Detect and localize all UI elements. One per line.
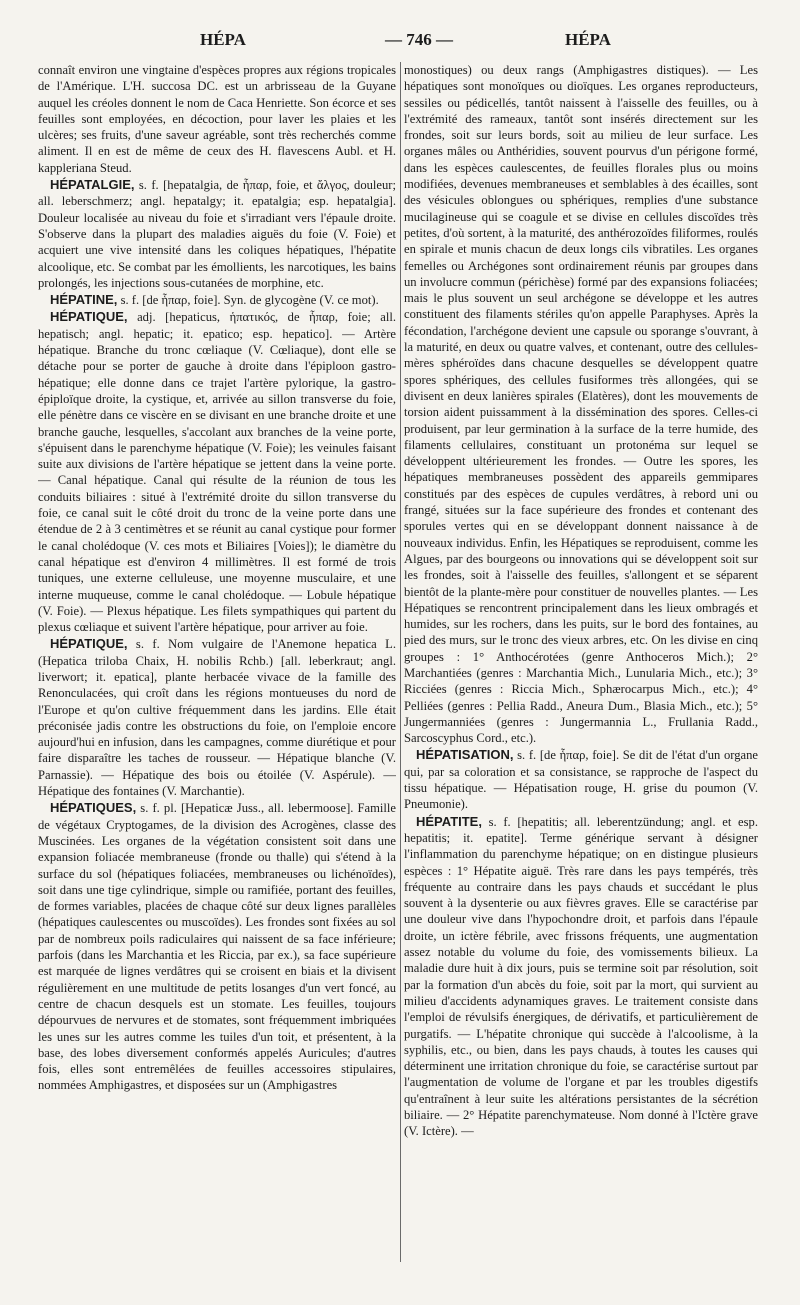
running-head-right: HÉPA (565, 30, 611, 49)
headword: HÉPATIQUES, (50, 800, 137, 816)
running-head-left: HÉPA (200, 30, 246, 49)
entry-hepatite: HÉPATITE, s. f. [hepatitis; all. leberentzündung; angl. et esp. hepatitis; it. epatite]. Terme générique servant à désigner l'inflammation du parenchyme hépatique; on en distingue plusieurs espèces : 1° Hépatite aiguë. Très rare dans les pays tempérés, très fréquente au contraire dans les pays chauds et succédant le plus souvent à la dysenterie ou aux fièvres graves. Elle se caractérise par une douleur vive dans l'hypochondre droit, et parfois dans l'épaule droite, un ictère fébrile, avec frissons fréquents, une augmentation assez notable du volume du foie, des vomissements bilieux. La maladie dure huit à dix jours, puis se termine soit par résolution, soit par la formation d'un abcès du foie, soit par la mort, qui survient au milieu d'accidents adynamiques graves. Le traitement consiste dans l'emploi de révulsifs énergiques, de dérivatifs, et particulièrement de purgatifs. — L'hépatite chronique qui succède à l'alcoolisme, à la syphilis, etc., ou bien, dans les pays chauds, à toutes les causes qui déterminent une irritation chronique du foie, se caractérise surtout par l'augmentation de volume de l'organe et par les troubles digestifs qu'entraînent à leur suite les altérations persistantes de la sécrétion biliaire. — 2° Hépatite parenchymateuse. Nom donné à l'Ictère grave (V. Ictère). — (404, 813, 758, 1139)
entry-hepatisation: HÉPATISATION, s. f. [de ἧπαρ, foie]. Se dit de l'état d'un organe qui, par sa coloration et sa consistance, se rapproche de l'aspect du tissu hépatique. — Hépatisation rouge, H. grise du poumon (V. Pneumonie). (404, 747, 758, 812)
headword: HÉPATIQUE, (50, 636, 128, 652)
headword: HÉPATITE, (416, 813, 482, 829)
column-divider (400, 62, 401, 1262)
entry-hepatiques: HÉPATIQUES, s. f. pl. [Hepaticæ Juss., all. lebermoose]. Famille de végétaux Cryptogames, de la division des Acrogènes, classe des Muscinées. Les organes de la végétation consistent soit dans une expansion foliacée membraneuse (fronde ou thalle) qui s'étend à la surface du sol (hépatiques foliacées, membraneuses ou lichénoïdes), soit dans une tige cylindrique, simple ou ramifiée, portant des feuilles, de formes variables, placées de chaque côté sur deux lignes parallèles (hépatiques caulescentes ou muscoïdes). Les frondes sont fixées au sol par de nombreux poils radiculaires qui naissent de sa face inférieure; parfois (dans les Marchantia et les Riccia, par ex.), sa face supérieure est marquée de lignes verdâtres qui se croisent en biais et la divisent régulièrement en une multitude de petits losanges d'un vert foncé, au centre de chacun desquels est un stomate. Les feuilles, toujours dépourvues de nervures et de stomates, sont fréquemment imbriquées les unes sur les autres comme les tuiles d'un toit, et présentent, à la base, des lobes diversement conformés appelés Auricules; d'autres fois, elles sont entremêlées de feuilles accessoires stipulaires, nommées Amphigastres, et disposées sur un (Amphigastres (38, 800, 396, 1093)
entry-hepatique-sf: HÉPATIQUE, s. f. Nom vulgaire de l'Anemone hepatica L. (Hepatica triloba Chaix, H. nobilis Rchb.) [all. leberkraut; angl. liverwort; it. epatica], plante herbacée vivace de la famille des Renonculacées, qui croît dans les régions montueuses du nord de l'Europe et qu'on cultive fréquemment dans les jardins. Elle était préconisée jadis contre les obstructions du foie, on l'emploie encore aujourd'hui en infusion, dans les campagnes, comme diurétique et pour faire disparaître les taches de rousseur. — Hépatique blanche (V. Parnassie). — Hépatique des bois ou étoilée (V. Aspérule). — Hépatique des fontaines (V. Marchantie). (38, 636, 396, 799)
entry-hepatique-adj: HÉPATIQUE, adj. [hepaticus, ἡπατικός, de ἧπαρ, foie; all. hepatisch; angl. hepatic; it. epatico; esp. hepatico]. — Artère hépatique. Branche du tronc cœliaque (V. Cœliaque), dont elle se détache pour se porter de gauche à droite dans l'épiploon gastro-hépatique; elle donne dans ce trajet l'artère pylorique, la gastro-épiploïque droite, la cystique, et, arrivée au sillon transverse du foie, elle pénètre dans ce viscère en se divisant en une branche droite et une branche gauche, lesquelles, s'accolant aux branches de la veine porte, s'épuisent dans le parenchyme hépatique (V. Foie); les veinules faisant suite aux divisions de l'artère hépatique se jettent dans la veine porte. — Canal hépatique. Canal qui résulte de la réunion de tous les conduits biliaires : situé à l'extrémité droite du sillon transverse du foie, ce canal suit le côté droit du tronc de la veine porte dans une étendue de 2 à 3 centimètres et se réunit au canal cystique pour former le canal cholédoque (V. ces mots et Biliaires [Voies]); le diamètre du canal hépatique est d'environ 4 millimètres. Il est formé de trois tuniques, une externe celluleuse, une moyenne musculaire, et une interne muqueuse, comme le canal cholédoque. — Lobule hépatique (V. Foie). — Plexus hépatique. Les filets sympathiques qui partent du plexus cœliaque et suivent l'artère hépatique, pour arriver au foie. (38, 309, 396, 635)
entry-continuation: connaît environ une vingtaine d'espèces propres aux régions tropicales de l'Amérique. L'H. succosa DC. est un arbrisseau de la Guyane auquel les créoles donnent le nom de Caca Henriette. Son écorce et ses feuilles sont employées, en décoction, pour laver les plaies et les ulcères; ses fruits, d'une saveur agréable, sont très recherchés comme aliment. Il en est de même de ceux des H. flavescens Aubl. et H. kappleriana Steud. (38, 63, 396, 175)
left-column (38, 62, 396, 1262)
entry-hepatalgie: HÉPATALGIE, s. f. [hepatalgia, de ἧπαρ, foie, et ἄλγος, douleur; all. leberschmerz; angl. hepatalgy; it. epatalgia; esp. hepatalgia]. Douleur localisée au niveau du foie et s'irradiant vers l'épaule droite. S'observe dans la plupart des maladies aiguës du foie (V. Foie) et acquiert une vive intensité dans les coliques hépatiques, l'hépatite alcoolique, etc. Se combat par les émollients, les narcotiques, les bains prolongés, les injections sous-cutanées de morphine, etc. (38, 177, 396, 290)
page-number: — 746 — (385, 30, 453, 49)
right-column (404, 62, 758, 1262)
entry-hepatine: HÉPATINE, s. f. [de ἧπαρ, foie]. Syn. de glycogène (V. ce mot). (50, 292, 379, 308)
headword: HÉPATALGIE, (50, 177, 135, 193)
page-header (40, 30, 780, 54)
headword: HÉPATINE, (50, 292, 118, 308)
headword: HÉPATISATION, (416, 747, 514, 763)
headword: HÉPATIQUE, (50, 309, 128, 325)
entry-continuation: monostiques) ou deux rangs (Amphigastres distiques). — Les hépatiques sont monoïques ou dioïques. Les organes reproducteurs, sessiles ou pédicellés, tantôt naissent à l'aisselle des feuilles, ou à l'extrémité des rameaux, tantôt sont insérés directement sur les frondes, soit sur leurs bords, soit au milieu de leur surface. Les organes mâles ou Anthéridies, souvent pourvus d'un périgone formé, dans les espèces caulescentes, de feuilles florales plus ou moins modifiées, devenues membraneuses et semblables à des écailles, sont des vésicules oblongues ou sphériques, remplies d'une substance mucilagineuse qui se coagule et se divise en cellules discoïdes très petites, d'où sortent, à la maturité, des anthérozoïdes filiformes, roulés en spirale et munis chacun de deux longs cils vibratiles. Les organes femelles ou Archégones sont ordinairement réunis par groupes dans un involucre commun (périchèse) formé par des expansions foliacées; mais le plus souvent un seul archégone se développe et les autres constituent des filaments stériles qu'on appelle Paraphyses. Après la fécondation, l'archégone devient une capsule ou sporange s'ouvrant, à la maturité, en deux ou quatre valves, et contenant, outre des cellules-mères sphéroïdes dans chacune desquelles se développent quatre spores sphériques, des cellules fusiformes très allongées, qui se divisent en deux lanières spirales (Elatères), dont les mouvements de torsion aident puissamment à la dissémination des spores. Celles-ci produisent, par leur germination à la surface de la terre humide, des filaments cellulaires, constituant un protonéma sur lequel se développent ultérieurement les frondes. — Outre les spores, les hépatiques membraneuses possèdent des appareils gemmipares constitués par des espèces de cupules verdâtres, à rebord uni ou frangé, situées sur la face supérieure des frondes et contenant des sporules vertes qui en se développant donnent naissance à de nouveaux individus. Enfin, les Hépatiques se reproduisent, comme les Algues, par des bourgeons ou innovations qui se développent soit sur les frondes, soit à l'aisselle des feuilles, s'allongent et se séparent bientôt de la plante-mère pour constituer de nouvelles plantes. — Les Hépatiques se rencontrent principalement dans les lieux ombragés et humides, sur les rochers, dans les puits, sur le bord des fontaines, au pied des murs, sur le tronc des vieux arbres, etc. On les divise en cinq groupes : 1° Anthocérotées (genre Anthoceros Mich.); 2° Marchantiées (genres : Marchantia Mich., Lunularia Mich., etc.); 3° Ricciées (genres : Riccia Mich., Sphærocarpus Mich., etc.); 4° Pelliées (genres : Pellia Radd., Aneura Dum., Blasia Mich., etc.); 5° Jungermanniées (genres : Jungermannia L., Frullania Radd., Sarcoscyphus Cord., etc.). (404, 63, 758, 746)
